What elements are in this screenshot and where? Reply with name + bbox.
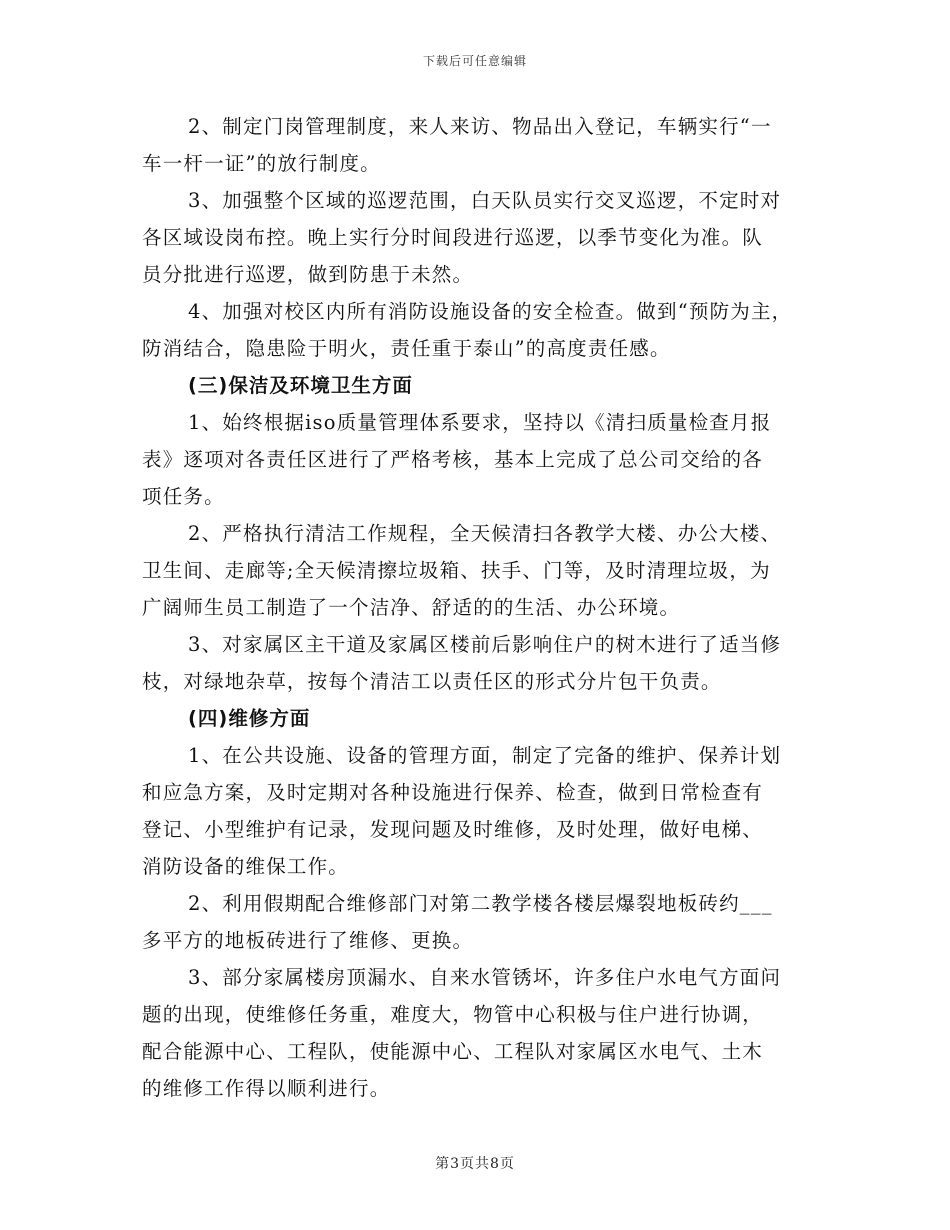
paragraph-line: 表》逐项对各责任区进行了严格考核，基本上完成了总公司交给的各 xyxy=(142,448,764,471)
document-body xyxy=(142,108,832,1107)
paragraph-line: 4、加强对校区内所有消防设施设备的安全检查。做到“预防为主， xyxy=(188,300,793,323)
paragraph-line: 3、部分家属楼房顶漏水、自来水管锈坏，许多住户水电气方面问 xyxy=(188,966,782,989)
page-header: 下载后可任意编辑 xyxy=(422,54,527,68)
section-heading: (四)维修方面 xyxy=(188,707,311,730)
page-footer: 第3页共8页 xyxy=(435,1156,515,1172)
paragraph-line: 配合能源中心、工程队，使能源中心、工程队对家属区水电气、土木 xyxy=(142,1040,764,1063)
paragraph-line: 3、对家属区主干道及家属区楼前后影响住户的树木进行了适当修 xyxy=(188,633,782,656)
paragraph-line: 2、制定门岗管理制度，来人来访、物品出入登记，车辆实行“一 xyxy=(188,115,772,138)
paragraph-line: 广阔师生员工制造了一个洁净、舒适的的生活、办公环境。 xyxy=(142,596,681,619)
paragraph-line: 2、严格执行清洁工作规程，全天候清扫各教学大楼、办公大楼、 xyxy=(188,522,782,545)
paragraph-line: 3、加强整个区域的巡逻范围，白天队员实行交叉巡逻，不定时对 xyxy=(188,189,782,212)
paragraph-line: 多平方的地板砖进行了维修、更换。 xyxy=(142,929,474,952)
paragraph-line: 题的出现，使维修任务重，难度大，物管中心积极与住户进行协调， xyxy=(142,1003,764,1026)
paragraph-line: 防消结合，隐患险于明火，责任重于泰山”的高度责任感。 xyxy=(142,337,671,360)
paragraph-line: 2、利用假期配合维修部门对第二教学楼各楼层爆裂地板砖约___ xyxy=(188,892,773,915)
paragraph-line: 1、在公共设施、设备的管理方面，制定了完备的维护、保养计划 xyxy=(188,744,782,767)
section-heading: (三)保洁及环境卫生方面 xyxy=(188,374,413,397)
paragraph-line: 车一杆一证”的放行制度。 xyxy=(142,152,381,175)
paragraph-line: 枝，对绿地杂草，按每个清洁工以责任区的形式分片包干负责。 xyxy=(142,670,722,693)
paragraph-line: 的维修工作得以顺利进行。 xyxy=(142,1077,391,1100)
paragraph-line: 1、始终根据iso质量管理体系要求，坚持以《清扫质量检查月报 xyxy=(188,411,772,434)
paragraph-line: 员分批进行巡逻，做到防患于未然。 xyxy=(142,263,474,286)
paragraph-line: 登记、小型维护有记录，发现问题及时维修，及时处理，做好电梯、 xyxy=(142,818,764,841)
paragraph-line: 卫生间、走廊等;全天候清擦垃圾箱、扶手、门等，及时清理垃圾，为 xyxy=(142,559,771,582)
paragraph-line: 和应急方案，及时定期对各种设施进行保养、检查，做到日常检查有 xyxy=(142,781,764,804)
paragraph-line: 项任务。 xyxy=(142,485,225,508)
paragraph-line: 消防设备的维保工作。 xyxy=(142,855,350,878)
paragraph-line: 各区域设岗布控。晚上实行分时间段进行巡逻，以季节变化为准。队 xyxy=(142,226,764,249)
